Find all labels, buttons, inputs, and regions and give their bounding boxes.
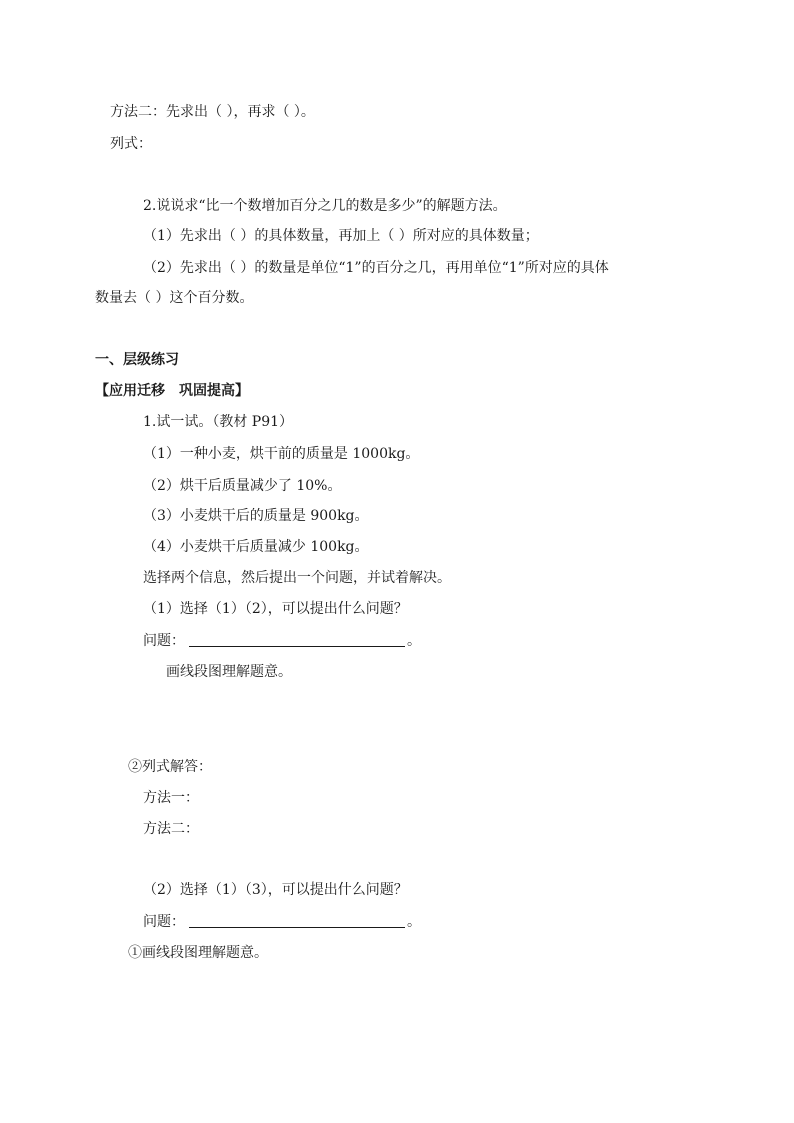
- info-item-1: （1）一种小麦，烘干前的质量是 1000kg。: [143, 446, 420, 462]
- exercise1-instruction: 选择两个信息，然后提出一个问题，并试着解决。: [143, 570, 451, 586]
- question2-way1: （1）先求出（ ）的具体数量，再加上（ ）所对应的具体数量；: [143, 228, 539, 244]
- info-item-3: （3）小麦烘干后的质量是 900kg。: [143, 508, 369, 524]
- part1-question-row: [143, 631, 421, 651]
- section-heading: 一、层级练习: [95, 352, 179, 368]
- part1-question-end: 。: [407, 633, 421, 649]
- part1-question-label: 问题：: [143, 633, 185, 649]
- part2-question-label: 问题：: [143, 914, 185, 930]
- question2-way2-line1: （2）先求出（ ）的数量是单位“1”的百分之几，再用单位“1”所对应的具体: [143, 260, 609, 276]
- part2-prompt: （2）选择（1）（3），可以提出什么问题？: [143, 882, 408, 898]
- question2-way2-line2: 数量去（ ）这个百分数。: [95, 290, 254, 306]
- part1-solve-label: ②列式解答：: [128, 759, 212, 775]
- part1-diagram-task: 画线段图理解题意。: [166, 664, 292, 680]
- exercise1-title: 1.试一试。（教材 P91）: [143, 414, 294, 430]
- formula-label: 列式：: [110, 136, 152, 152]
- question2-title: 2.说说求“比一个数增加百分之几的数是多少”的解题方法。: [143, 198, 507, 214]
- part1-method2-label: 方法二：: [143, 821, 199, 837]
- part2-diagram-task: ①画线段图理解题意。: [128, 945, 268, 961]
- part1-method1-label: 方法一：: [143, 790, 199, 806]
- part2-question-end: 。: [407, 914, 421, 930]
- part1-prompt: （1）选择（1）（2），可以提出什么问题？: [143, 601, 408, 617]
- part1-answer-blank[interactable]: [189, 632, 405, 647]
- part2-answer-blank[interactable]: [189, 913, 405, 928]
- info-item-2: （2）烘干后质量减少了 10%。: [143, 478, 342, 494]
- info-item-4: （4）小麦烘干后质量减少 100kg。: [143, 539, 369, 555]
- method2-fill-line: 方法二：先求出（ ），再求（ ）。: [110, 104, 315, 120]
- part2-question-row: [143, 912, 421, 932]
- section-subheading: 【应用迁移 巩固提高】: [95, 383, 249, 399]
